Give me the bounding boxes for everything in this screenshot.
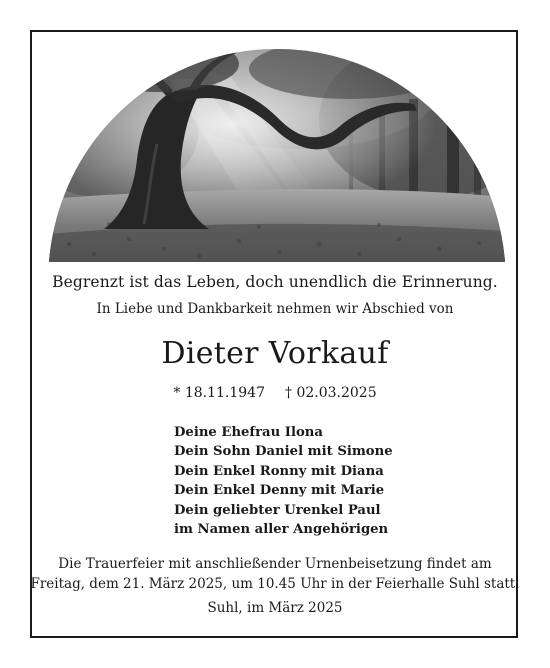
mourner-item: im Namen aller Angehörigen bbox=[174, 522, 389, 538]
mourner-item: Deine Ehefrau Ilona bbox=[174, 425, 323, 440]
intro-text: In Liebe und Dankbarkeit nehmen wir Abschied von bbox=[96, 301, 454, 317]
motto-text: Begrenzt ist das Leben, doch unendlich die Erinnerung. bbox=[52, 273, 498, 291]
mourner-item: Dein geliebter Urenkel Paul bbox=[174, 502, 381, 518]
death-date: † 02.03.2025 bbox=[285, 385, 377, 401]
mourner-item: Dein Enkel Denny mit Marie bbox=[174, 483, 385, 499]
service-line-1: Die Trauerfeier mit anschließender Urnenbeisetzung findet am bbox=[58, 556, 492, 572]
service-line-2: Freitag, dem 21. März 2025, um 10.45 Uhr in der Feierhalle Suhl statt. bbox=[30, 575, 520, 592]
tree-photo bbox=[49, 49, 505, 262]
mourner-item: Dein Enkel Ronny mit Diana bbox=[174, 463, 384, 479]
mourners-list bbox=[174, 423, 393, 539]
service-info bbox=[30, 555, 520, 594]
deceased-name: Dieter Vorkauf bbox=[161, 336, 389, 371]
life-dates bbox=[30, 385, 520, 401]
mourner-item: Dein Sohn Daniel mit Simone bbox=[174, 444, 393, 460]
birth-date: * 18.11.1947 bbox=[173, 385, 265, 401]
place-date: Suhl, im März 2025 bbox=[207, 600, 343, 616]
